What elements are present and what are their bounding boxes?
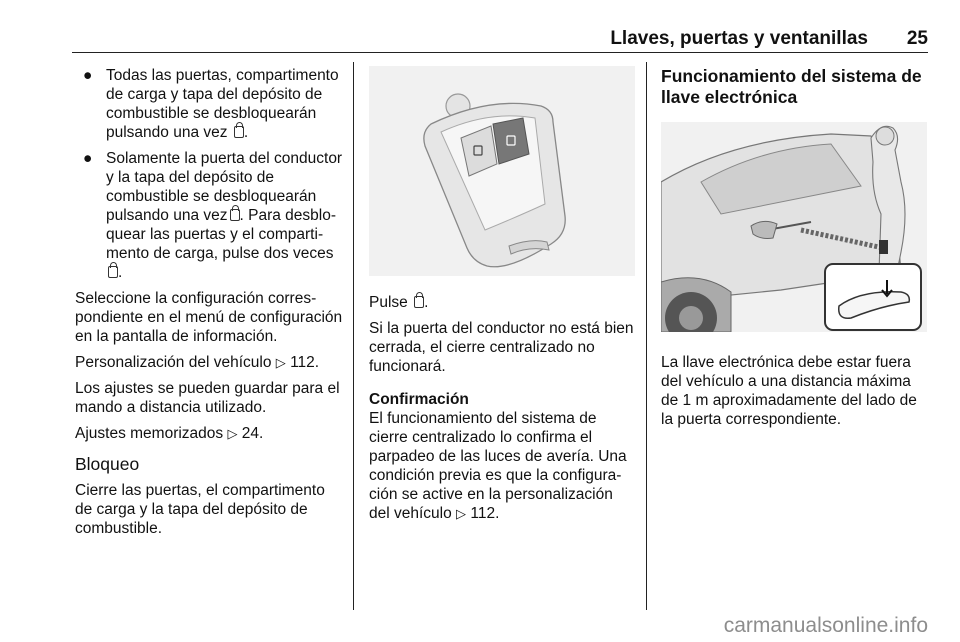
section-heading: Funcionamiento del sistema de llave electrónica <box>661 66 922 107</box>
unlock-symbol-icon <box>234 126 244 138</box>
page-reference-arrow-icon: ▷ <box>456 506 467 521</box>
paragraph: Si la puerta del conductor no está bien cerrada, el cierre centralizado no funcionará. <box>369 320 634 375</box>
paragraph: Ajustes memorizados ▷ 24. <box>75 425 264 442</box>
remote-key-illustration <box>369 66 635 276</box>
paragraph: La llave electrónica debe estar fuera del vehículo a una distancia máxima de 1 m aproximadamente del lado de la puerta correspondiente. <box>661 354 917 428</box>
column-3 <box>661 66 928 436</box>
column-divider <box>646 62 647 610</box>
column-1 <box>75 66 343 545</box>
column-divider <box>353 62 354 610</box>
unlock-symbol-icon <box>230 209 240 221</box>
car-door-illustration <box>661 122 927 332</box>
section-heading: Bloqueo <box>75 454 140 474</box>
page-reference-arrow-icon: ▷ <box>275 355 286 370</box>
column-2 <box>369 66 635 530</box>
paragraph: Pulse . <box>369 294 429 311</box>
watermark: carmanualsonline.info <box>723 614 928 637</box>
page-header <box>72 28 928 53</box>
bullet-dot-icon: ● <box>83 150 93 167</box>
paragraph: El funcionamiento del sistema de cierre centralizado lo confirma el parpadeo de las luces de avería. Una condición previa es que la configuración se active en la personalización del vehículo ▷ 112. <box>369 410 627 522</box>
unlock-symbol-icon <box>108 266 118 278</box>
list-item: ● Todas las puertas, compartimento de carga y tapa del depósito de combustible se desbloquearán pulsando una vez . <box>83 67 339 141</box>
paragraph: Cierre las puertas, el compartimento de carga y la tapa del depósito de combustible. <box>75 482 325 537</box>
page-header-title: Llaves, puertas y ventanillas <box>610 28 868 49</box>
bullet-dot-icon: ● <box>83 67 93 84</box>
paragraph: Seleccione la configuración correspondiente en el menú de configuración en la pantalla de información. <box>75 290 343 345</box>
lock-symbol-icon <box>414 296 424 308</box>
section-heading: Confirmación <box>369 391 469 408</box>
page-number: 25 <box>906 28 928 49</box>
page-reference-arrow-icon: ▷ <box>227 426 238 441</box>
paragraph: Personalización del vehículo ▷ 112. <box>75 354 320 371</box>
paragraph: Los ajustes se pueden guardar para el mando a distancia utilizado. <box>75 380 340 416</box>
list-item: ● Solamente la puerta del conductor y la tapa del depósito de combustible se desbloquearán pulsando una vez . Para desbloquear las puertas y el compartimento de carga, pulse dos veces . <box>83 150 343 281</box>
